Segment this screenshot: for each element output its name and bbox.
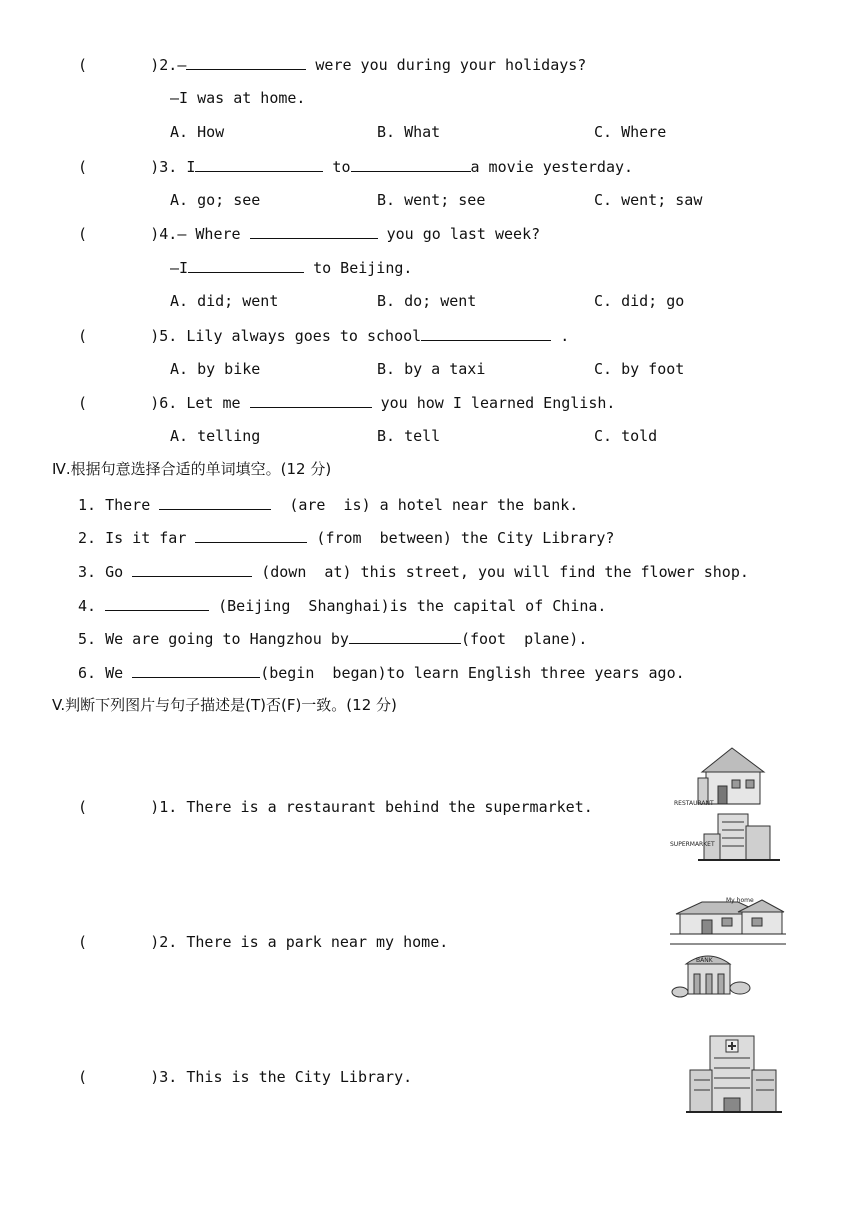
judge-item-2	[78, 932, 448, 952]
question-text: a movie yesterday.	[470, 158, 634, 176]
option-c[interactable]: C. did; go	[594, 292, 685, 310]
question-2-reply: —I was at home.	[170, 89, 306, 107]
item-text: We are going to Hangzhou by	[96, 630, 349, 648]
item-number: 3.	[78, 563, 97, 581]
dash: —	[177, 56, 187, 74]
question-4-reply	[170, 257, 412, 278]
question-text: Lily always goes to school	[177, 327, 422, 345]
item-number: 5.	[78, 630, 97, 648]
fill-blank[interactable]	[351, 156, 471, 172]
item-text: Is it far	[96, 529, 196, 547]
fill-blank[interactable]	[250, 392, 372, 408]
answer-paren[interactable]: ( )	[78, 327, 160, 345]
question-5	[78, 325, 569, 346]
option-c[interactable]: C. went; saw	[594, 191, 703, 209]
item-text: 1. There is a restaurant behind the supermarket.	[159, 798, 593, 816]
home-building-icon	[670, 900, 786, 944]
question-number: 6.	[159, 394, 178, 412]
fill-item-5	[78, 628, 587, 649]
restaurant-supermarket-picture	[668, 742, 784, 864]
question-text: to	[323, 158, 351, 176]
item-number: 6.	[78, 664, 97, 682]
my-home-label: My home	[726, 897, 754, 904]
question-6	[78, 392, 615, 413]
item-text: 3. This is the City Library.	[159, 1068, 413, 1086]
fill-blank[interactable]	[188, 257, 304, 273]
fill-item-2	[78, 527, 614, 548]
answer-paren[interactable]: ( )	[78, 798, 160, 816]
fill-item-4	[78, 595, 606, 616]
question-number: 4.	[159, 225, 178, 243]
reply-text: to Beijing.	[304, 259, 413, 277]
supermarket-label: SUPERMARKET	[670, 841, 715, 848]
option-a[interactable]: A. How	[170, 123, 225, 141]
answer-paren[interactable]: ( )	[78, 225, 160, 243]
section-4-heading: Ⅳ.根据句意选择合适的单词填空。(12 分)	[52, 460, 332, 478]
fill-blank[interactable]	[421, 325, 551, 341]
question-text: — Where	[177, 225, 250, 243]
question-text: you go last week?	[377, 225, 541, 243]
bank-label: BANK	[696, 957, 713, 964]
library-building-icon	[686, 1036, 782, 1112]
question-number: 5.	[159, 327, 178, 345]
option-c[interactable]: C. by foot	[594, 360, 685, 378]
fill-blank[interactable]	[186, 54, 306, 70]
section-5-heading: V.判断下列图片与句子描述是(T)否(F)一致。(12 分)	[52, 696, 397, 714]
item-text: There	[96, 496, 160, 514]
judge-item-3	[78, 1067, 412, 1087]
item-text	[96, 597, 105, 615]
question-text: I	[177, 158, 196, 176]
option-b[interactable]: B. do; went	[377, 292, 477, 310]
item-text: Go	[96, 563, 133, 581]
answer-paren[interactable]: ( )	[78, 394, 160, 412]
question-text: .	[551, 327, 570, 345]
library-building-picture	[686, 1032, 782, 1116]
fill-item-3	[78, 561, 749, 582]
option-b[interactable]: B. What	[377, 123, 441, 141]
fill-blank[interactable]	[349, 628, 461, 644]
option-c[interactable]: C. told	[594, 427, 658, 445]
answer-paren[interactable]: ( )	[78, 933, 160, 951]
option-c[interactable]: C. Where	[594, 123, 667, 141]
question-text: Let me	[177, 394, 250, 412]
fill-blank[interactable]	[250, 223, 378, 239]
fill-item-6	[78, 662, 685, 683]
question-text: were you during your holidays?	[306, 56, 587, 74]
option-a[interactable]: A. by bike	[170, 360, 261, 378]
question-number: 3.	[159, 158, 178, 176]
item-text: (down at) this street, you will find the flower shop.	[252, 563, 749, 581]
item-number: 4.	[78, 597, 97, 615]
fill-blank[interactable]	[195, 156, 323, 172]
fill-blank[interactable]	[195, 527, 307, 543]
answer-paren[interactable]: ( )	[78, 1068, 160, 1086]
item-text: (are is) a hotel near the bank.	[271, 496, 579, 514]
reply-text: —I	[170, 259, 189, 277]
question-3	[78, 156, 633, 177]
restaurant-label: RESTAURANT	[674, 800, 714, 807]
fill-blank[interactable]	[159, 494, 271, 510]
answer-paren[interactable]: ( )	[78, 158, 160, 176]
item-text: We	[96, 664, 133, 682]
fill-blank[interactable]	[105, 595, 209, 611]
item-number: 2.	[78, 529, 97, 547]
question-2	[78, 54, 586, 75]
question-4	[78, 223, 540, 244]
option-a[interactable]: A. telling	[170, 427, 261, 445]
fill-item-1	[78, 494, 578, 515]
option-a[interactable]: A. go; see	[170, 191, 261, 209]
item-text: (from between) the City Library?	[307, 529, 615, 547]
item-text: 2. There is a park near my home.	[159, 933, 449, 951]
fill-blank[interactable]	[132, 561, 252, 577]
judge-item-1	[78, 797, 593, 817]
option-a[interactable]: A. did; went	[170, 292, 279, 310]
option-b[interactable]: B. tell	[377, 427, 441, 445]
item-text: (Beijing Shanghai)is the capital of China.	[209, 597, 607, 615]
option-b[interactable]: B. by a taxi	[377, 360, 486, 378]
answer-paren[interactable]: ( )	[78, 56, 160, 74]
item-text: (foot plane).	[460, 630, 588, 648]
question-number: 2.	[159, 56, 178, 74]
item-text: (begin began)to learn English three years ago.	[260, 664, 685, 682]
item-number: 1.	[78, 496, 97, 514]
option-b[interactable]: B. went; see	[377, 191, 486, 209]
question-text: you how I learned English.	[371, 394, 616, 412]
restaurant-building-icon	[698, 748, 764, 804]
supermarket-building-icon	[698, 814, 780, 860]
home-bank-picture	[668, 890, 788, 1002]
fill-blank[interactable]	[132, 662, 260, 678]
